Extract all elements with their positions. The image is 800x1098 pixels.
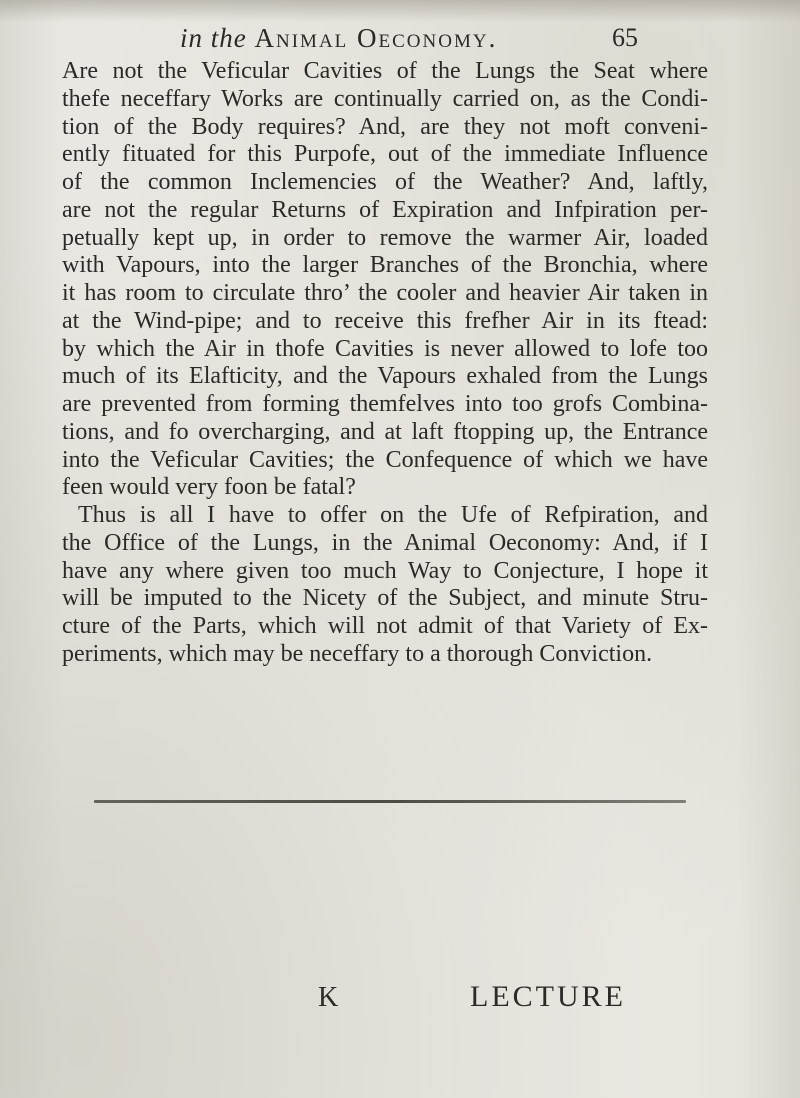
text-line: Thus is all I have to offer on the Ufe of Refpiration, and [78, 502, 708, 528]
text-line: have any where given too much Way to Conjecture, I hope it [62, 557, 708, 584]
text-line: the Office of the Lungs, in the Animal Oeconomy: And, if I [62, 529, 708, 556]
signature-mark: K [318, 982, 339, 1013]
text-line: cture of the Parts, which will not admit of that Variety of Ex- [62, 613, 708, 639]
running-head-title: Animal Oeconomy. [254, 23, 498, 53]
text-line: are prevented from forming themfelves into too grofs Combina- [62, 391, 708, 417]
text-line: at the Wind-pipe; and to receive this frefher Air in its ftead: [62, 307, 708, 334]
paragraph-1 [62, 58, 708, 502]
page-edge-shadow [0, 0, 800, 22]
text-line: ently fituated for this Purpofe, out of the immediate Influence [62, 141, 708, 168]
text-line: are not the regular Returns of Expiration and Infpiration per- [62, 196, 708, 223]
body-text [62, 58, 708, 669]
text-line: of the common Inclemencies of the Weather? And, laftly, [62, 169, 708, 195]
text-line: it has room to circulate thro’ the cooler and heavier Air taken in [62, 280, 708, 306]
text-line: periments, which may be neceffary to a thorough Conviction. [62, 640, 653, 667]
text-line: much of its Elafticity, and the Vapours exhaled from the Lungs [62, 363, 708, 390]
text-line: tions, and fo overcharging, and at laft ftopping up, the Entrance [62, 418, 708, 445]
paragraph-2 [62, 502, 708, 669]
text-line: will be imputed to the Nicety of the Subject, and minute Stru- [62, 585, 708, 612]
running-head-italic: in the [180, 23, 247, 53]
text-line: feen would very foon be fatal? [62, 474, 356, 501]
text-line: with Vapours, into the larger Branches of the Bronchia, where [62, 252, 708, 279]
text-line: by which the Air in thofe Cavities is never allowed to lofe too [62, 335, 708, 362]
text-line: petually kept up, in order to remove the warmer Air, loaded [62, 224, 708, 251]
text-line: tion of the Body requires? And, are they not moft conveni- [62, 113, 708, 140]
section-divider-rule [94, 800, 686, 803]
text-line: into the Veficular Cavities; the Confequence of which we have [62, 446, 708, 473]
page-number: 65 [612, 23, 638, 52]
running-head [180, 20, 660, 56]
text-line: thefe neceffary Works are continually carried on, as the Condi- [62, 85, 708, 112]
catchword: LECTURE [470, 980, 626, 1013]
text-line: Are not the Veficular Cavities of the Lungs the Seat where [62, 58, 708, 84]
